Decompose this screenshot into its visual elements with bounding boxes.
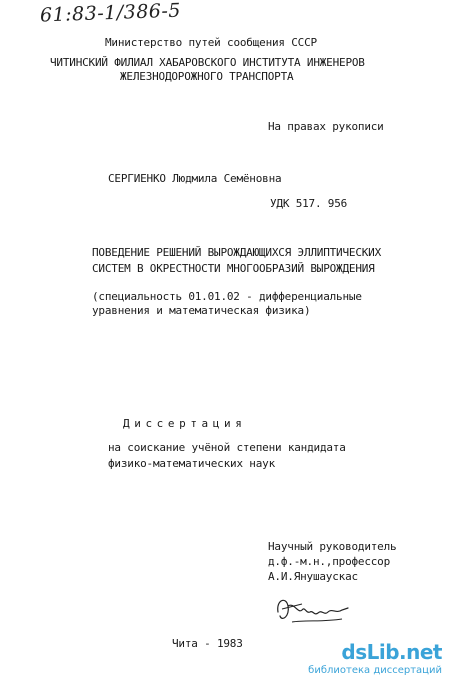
handwritten-signature (272, 592, 352, 628)
watermark-subtitle: библиотека диссертаций (308, 665, 442, 676)
udk-code: УДК 517. 956 (270, 197, 348, 210)
ministry-line: Министерство путей сообщения СССР (105, 36, 317, 49)
institute-line-2: ЖЕЛЕЗНОДОРОЖНОГО ТРАНСПОРТА (120, 70, 294, 83)
watermark-logo: dsLib.net (341, 640, 442, 664)
supervisor-degree: д.ф.-м.н.,профессор (268, 555, 391, 568)
degree-line-2: физико-математических наук (108, 457, 275, 470)
institute-line-1: ЧИТИНСКИЙ ФИЛИАЛ ХАБАРОВСКОГО ИНСТИТУТА ИНЖЕНЕРОВ (50, 56, 365, 69)
rights-note: На правах рукописи (268, 120, 384, 133)
specialty-line-1: (специальность 01.01.02 - дифференциальные (92, 290, 362, 303)
specialty-line-2: уравнения и математическая физика) (92, 304, 311, 317)
title-line-2: СИСТЕМ В ОКРЕСТНОСТИ МНОГООБРАЗИЙ ВЫРОЖДЕНИЯ (92, 262, 375, 275)
title-line-1: ПОВЕДЕНИЕ РЕШЕНИЙ ВЫРОЖДАЮЩИХСЯ ЭЛЛИПТИЧЕСКИХ (92, 246, 382, 259)
supervisor-name: А.И.Янушаускас (268, 570, 358, 583)
document-type: Диссертация (123, 417, 247, 430)
author-name: СЕРГИЕНКО Людмила Семёновна (108, 172, 282, 185)
degree-line-1: на соискание учёной степени кандидата (108, 441, 346, 454)
supervisor-label: Научный руководитель (268, 540, 397, 553)
archive-code-handwritten: 61:83-1/386-5 (39, 0, 182, 27)
watermark (308, 640, 448, 686)
city-year: Чита - 1983 (172, 637, 243, 650)
